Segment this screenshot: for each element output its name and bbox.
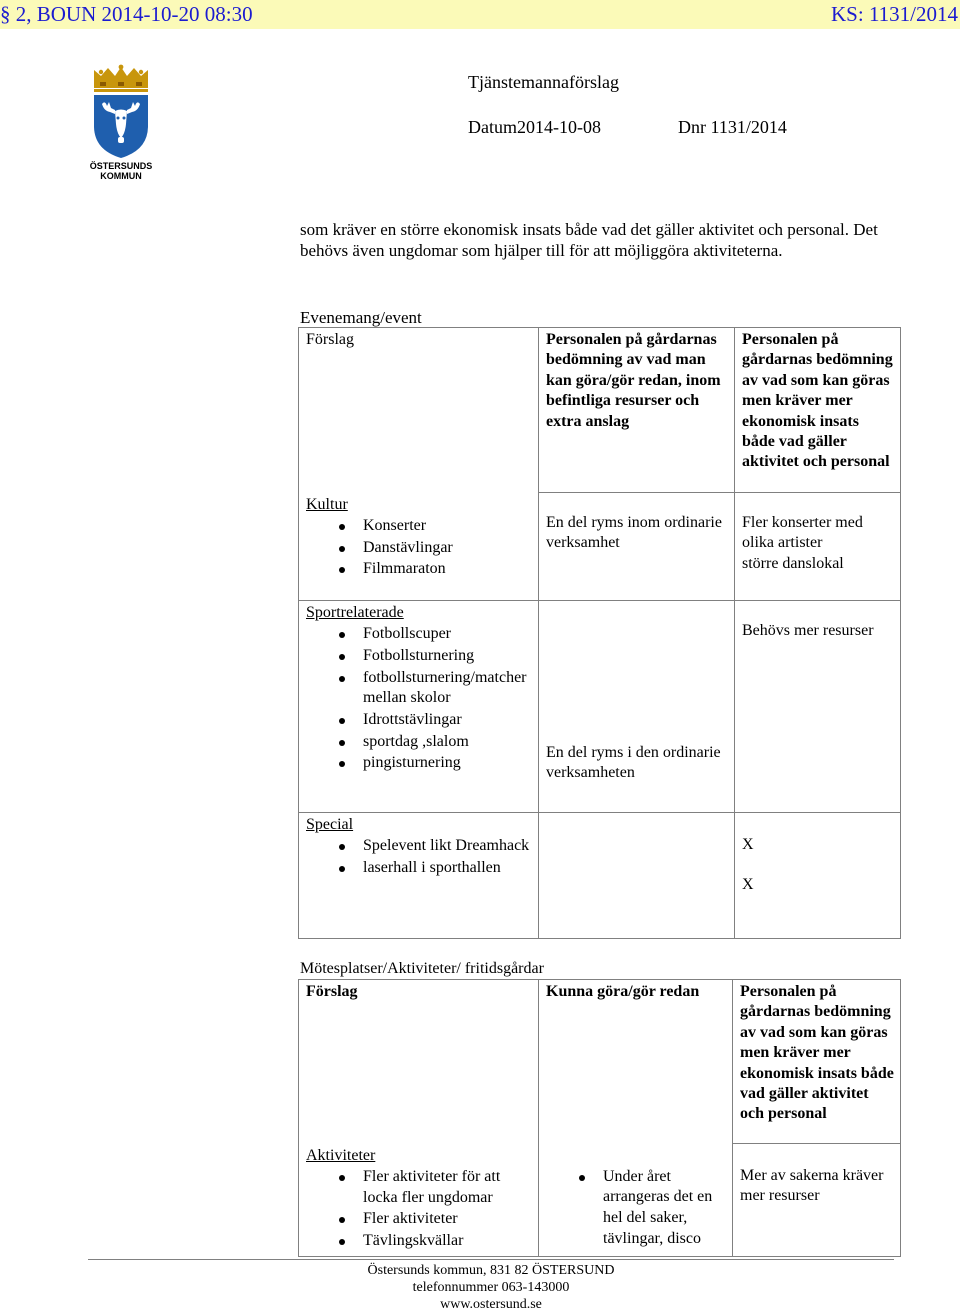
category-cell xyxy=(299,601,539,813)
logo-text-line1: ÖSTERSUNDS xyxy=(89,161,153,171)
footer-address: Östersunds kommun, 831 82 ÖSTERSUND xyxy=(367,1263,615,1278)
list-item: Fler aktiviteter för att locka fler ungdomar xyxy=(306,1167,532,1209)
header-proposal-text: Förslag xyxy=(306,983,358,1000)
list-item: Tävlingskvällar xyxy=(306,1231,532,1252)
category-label: Kultur xyxy=(306,495,348,513)
list-item: Fler aktiviteter xyxy=(306,1209,532,1230)
table-row xyxy=(299,601,901,813)
category-cell xyxy=(299,493,539,601)
municipality-logo xyxy=(88,64,154,182)
current-assessment-cell xyxy=(539,601,735,813)
list-item: laserhall i sporthallen xyxy=(306,858,532,879)
header-proposal-text: Förslag xyxy=(306,331,354,348)
coat-of-arms-icon xyxy=(88,64,154,160)
activities-table xyxy=(298,979,901,1257)
extra-assessment-cell xyxy=(733,1144,901,1257)
header-current-text: Personalen på gårdarnas bedömning av vad man kan göra/gör redan, inom befintliga resurser och extra anslag xyxy=(546,331,721,430)
agenda-header-bar xyxy=(0,0,960,29)
header-current-text: Kunna göra/gör redan xyxy=(546,983,700,1000)
header-cell-proposal xyxy=(299,328,539,493)
cell-text: En del ryms i den ordinarie verksamheten xyxy=(546,744,721,782)
bullet-list xyxy=(306,1167,532,1252)
category-label: Aktiviteter xyxy=(306,1146,376,1164)
header-cell-extra xyxy=(735,328,901,493)
category-label: Sportrelaterade xyxy=(306,604,404,621)
list-item: Filmmaraton xyxy=(306,559,532,580)
category-cell xyxy=(299,1144,539,1257)
table-header-row xyxy=(299,328,901,493)
category-label: Special xyxy=(306,816,354,833)
logo-text-line2: KOMMUN xyxy=(100,171,142,181)
list-item: fotbollsturnering/matcher mellan skolor xyxy=(306,668,532,710)
case-number: KS: 1131/2014 xyxy=(831,2,958,26)
footer-website: www.ostersund.se xyxy=(440,1297,542,1312)
bullet-list xyxy=(306,836,532,878)
table-row xyxy=(299,493,901,601)
cell-text: X xyxy=(742,876,754,894)
extra-assessment-cell xyxy=(735,813,901,939)
header-cell-proposal xyxy=(299,980,539,1144)
bullet-list xyxy=(546,1167,726,1250)
table-row xyxy=(299,813,901,939)
agenda-reference: § 2, BOUN 2014-10-20 08:30 xyxy=(0,2,253,26)
cell-text: större danslokal xyxy=(742,554,844,572)
intro-text: som kräver en större ekonomisk insats både vad det gäller aktivitet och personal. Det behövs även ungdomar som hjälper till för att möjliggöra aktiviteterna. xyxy=(300,220,878,260)
list-item: Danstävlingar xyxy=(306,538,532,559)
document-dnr: Dnr 1131/2014 xyxy=(678,117,787,137)
extra-assessment-cell xyxy=(735,601,901,813)
list-item: Idrottstävlingar xyxy=(306,710,532,731)
table-row xyxy=(299,1144,901,1257)
cell-text: Fler konserter med olika artister xyxy=(742,514,863,552)
list-item: Fotbollsturnering xyxy=(306,646,532,667)
list-item: Konserter xyxy=(306,516,532,537)
header-cell-extra xyxy=(733,980,901,1144)
cell-text: Mer av sakerna kräver mer resurser xyxy=(740,1167,884,1205)
footer-divider xyxy=(88,1259,894,1260)
bullet-list xyxy=(306,516,532,580)
bullet-list xyxy=(306,624,532,774)
document-type: Tjänstemannaförslag xyxy=(468,72,619,92)
header-cell-current xyxy=(539,328,735,493)
list-item: Under året arrangeras det en hel del saker, tävlingar, disco xyxy=(546,1167,726,1250)
current-activities-cell xyxy=(539,1144,733,1257)
cell-text: Behövs mer resurser xyxy=(742,622,874,639)
events-table xyxy=(298,327,901,939)
document-date: Datum2014-10-08 xyxy=(468,117,601,137)
header-extra-text: Personalen på gårdarnas bedömning av vad som kan göras men kräver mer ekonomisk insats både vad gäller aktivitet och personal xyxy=(742,331,893,471)
list-item: pingisturnering xyxy=(306,753,532,774)
table-header-row xyxy=(299,980,901,1144)
cell-text: X xyxy=(742,836,754,853)
list-item: sportdag ,slalom xyxy=(306,732,532,753)
intro-paragraph xyxy=(300,219,900,261)
extra-assessment-cell xyxy=(735,493,901,601)
footer-phone: telefonnummer 063-143000 xyxy=(412,1280,570,1295)
current-assessment-cell xyxy=(539,493,735,601)
current-assessment-cell xyxy=(539,813,735,939)
list-item: Spelevent likt Dreamhack xyxy=(306,836,532,857)
section-title-events: Evenemang/event xyxy=(300,308,422,327)
category-cell xyxy=(299,813,539,939)
list-item: Fotbollscuper xyxy=(306,624,532,645)
header-extra-text: Personalen på gårdarnas bedömning av vad som kan göras men kräver mer ekonomisk insats både vad gäller aktivitet och personal xyxy=(740,983,894,1123)
section-title-meeting-places: Mötesplatser/Aktiviteter/ fritidsgårdar xyxy=(300,960,544,977)
header-cell-current xyxy=(539,980,733,1144)
cell-text: En del ryms inom ordinarie verksamhet xyxy=(546,514,722,552)
